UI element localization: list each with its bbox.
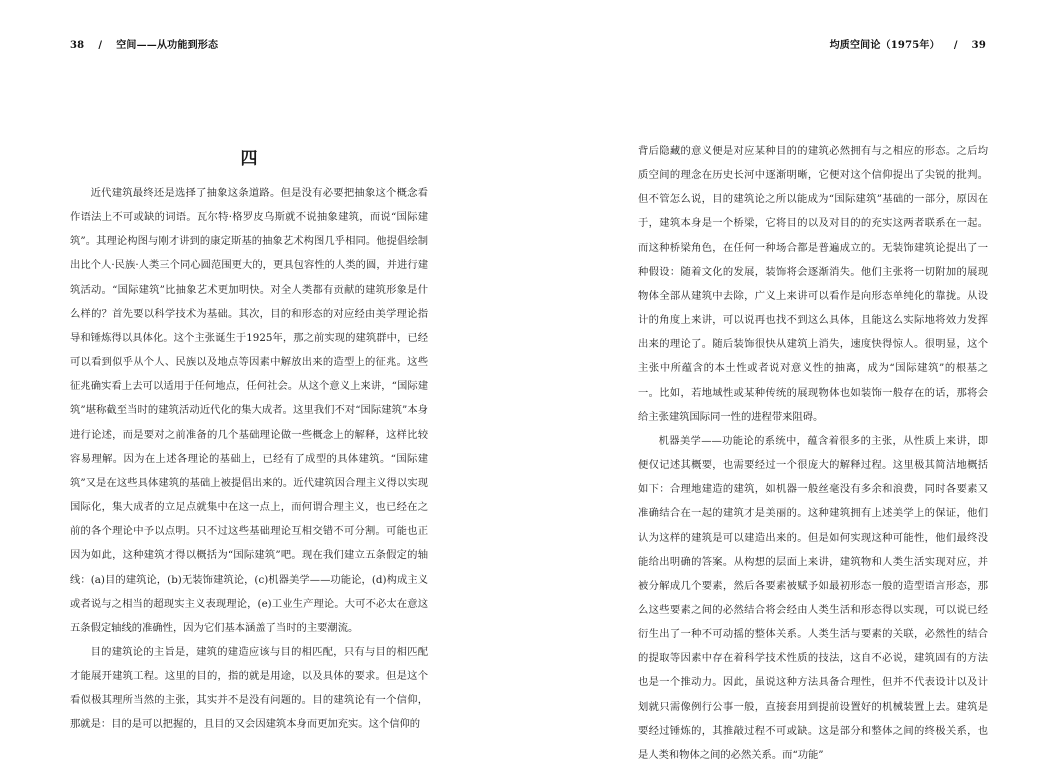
right-header-separator: / xyxy=(953,40,958,51)
right-page xyxy=(530,0,1061,761)
section-heading: 四 xyxy=(240,149,258,169)
left-paragraph-2: 目的建筑论的主旨是，建筑的建造应该与目的相匹配，只有与目的相匹配才能展开建筑工程。这里的目的，指的就是用途，以及具体的要求。但是这个看似极其理所当然的主张，其实并不是没有问题的。目的建筑论有一个信仰，那就是：目的是可以把握的，且目的又会因建筑本身而更加充实。这个信仰的 xyxy=(70,645,428,731)
left-running-head xyxy=(70,36,218,51)
book-title: 空间——从功能到形态 xyxy=(116,40,219,51)
left-page-number: 38 xyxy=(70,40,85,51)
left-paragraph-1: 近代建筑最终还是选择了抽象这条道路。但是没有必要把抽象这个概念看作语法上不可或缺的词语。瓦尔特·格罗皮乌斯就不说抽象建筑，而说“国际建筑”。其理论构图与刚才讲到的康定斯基的抽象艺术构图几乎相同。他提倡绘制出比个人·民族·人类三个同心圆范围更大的，更具包容性的人类的圆，并进行建筑活动。“国际建筑”比抽象艺术更加明快。对全人类都有贡献的建筑形象是什么样的？首先要以科学技术为基础。其次，目的和形态的对应经由美学理论指导和锤炼得以具体化。这个主张诞生于1925年，那之前实现的建筑群中，已经可以看到似乎从个人、民族以及地点等因素中解放出来的造型上的征兆。这些征兆确实看上去可以适用于任何地点，任何社会。从这个意义上来讲，“国际建筑”堪称截至当时的建筑活动近代化的集大成者。这里我们不对“国际建筑”本身进行论述，而是要对之前准备的几个基础理论做一些概念上的解释，这样比较容易理解。因为在上述各理论的基础上，已经有了成型的具体建筑。“国际建筑”又是在这些具体建筑的基础上被提倡出来的。近代建筑因合理主义得以实现国际化，集大成者的立足点就集中在这一点上，而何谓合理主义，也已经在之前的各个理论中予以点明。只不过这些基础理论互相交错不可分割。可能也正因为如此，这种建筑才得以概括为“国际建筑”吧。现在我们建立五条假定的轴线：(a)目的建筑论，(b)无装饰建筑论，(c)机器美学——功能论，(d)构成主义或者说与之相当的超现实主义表现理论，(e)工业生产理论。大可不必太在意这五条假定轴线的准确性，因为它们基本涵盖了当时的主要潮流。 xyxy=(70,187,428,634)
right-page-number: 39 xyxy=(971,40,986,51)
left-page xyxy=(0,0,530,750)
right-paragraph-2: 机器美学——功能论的系统中，蕴含着很多的主张，从性质上来讲，即便仅记述其概要，也需要经过一个很庞大的解释过程。这里极其简洁地概括如下：合理地建造的建筑，如机器一般丝毫没有多余和浪费，同时各要素又准确结合在一起的建筑才是美丽的。这种建筑拥有上述美学上的保证，他们认为这样的建筑是可以建造出来的。但是如何实现这种可能性，他们最终没能给出明确的答案。从构想的层面上来讲，建筑物和人类生活实现对应，并被分解成几个要素，然后各要素被赋予如最初形态一般的造型语言形态，那么这些要素之间的必然结合将会经由人类生活和形态得以实现，可以说已经衍生出了一种不可动摇的整体关系。人类生活与要素的关联，必然性的结合的提取等因素中存在着科学技术性质的技法，这自不必说，建筑固有的方法也是一个推动力。因此，虽说这种方法具备合理性，但并不代表设计以及计划就只需像例行公事一般，直接套用到提前设置好的机械装置上去。建筑是要经过锤炼的，其推敲过程不可或缺。这是部分和整体之间的终极关系，也是人类和物体之间的必然关系。而“功能” xyxy=(638,434,988,761)
right-body-text xyxy=(638,139,988,767)
right-paragraph-1: 背后隐藏的意义便是对应某种目的的建筑必然拥有与之相应的形态。之后均质空间的理念在历史长河中逐渐明晰，它便对这个信仰提出了尖锐的批判。但不管怎么说，目的建筑论之所以能成为“国际建筑”基础的一部分，原因在于，建筑本身是一个桥梁，它将目的以及对目的的充实这两者联系在一起。而这种桥梁角色，在任何一种场合都是普遍成立的。无装饰建筑论提出了一种假设：随着文化的发展，装饰将会逐渐消失。他们主张将一切附加的展现物体全部从建筑中去除，广义上来讲可以看作是向形态单纯化的靠拢。从设计的角度上来讲，可以说再也找不到这么具体，且能这么实际地将效力发挥出来的理论了。随后装饰很快从建筑上消失，速度快得惊人。很明显，这个主张中所蕴含的本土性或者说对意义性的抽离，成为“国际建筑”的根基之一。比如，若地域性或某种传统的展现物体也如装饰一般存在的话，那将会给主张建筑国际同一性的进程带来阻碍。 xyxy=(638,145,988,423)
left-header-separator: / xyxy=(98,40,103,51)
chapter-title: 均质空间论（1975年） xyxy=(829,40,940,51)
left-body-text xyxy=(70,181,428,737)
right-running-head xyxy=(830,36,986,51)
